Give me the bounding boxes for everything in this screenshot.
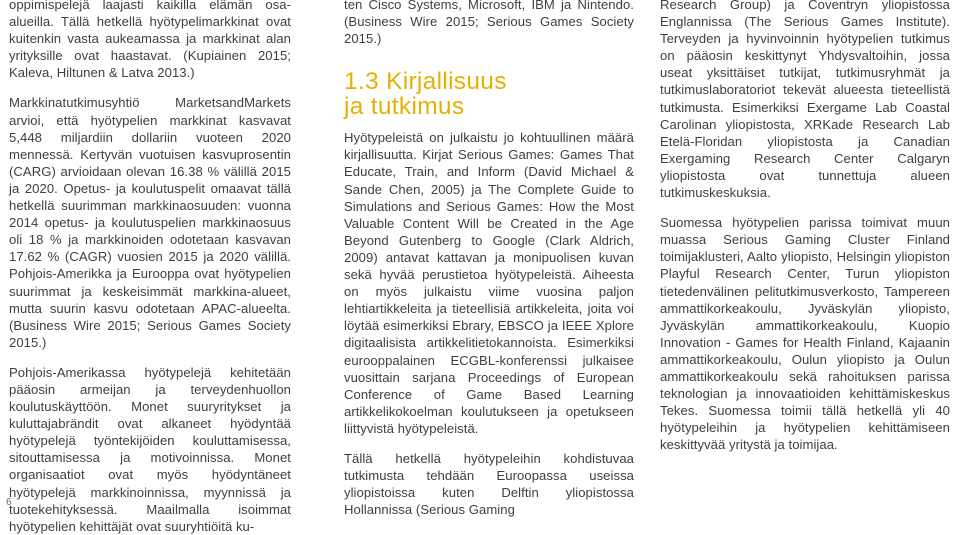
- section-heading-line-2: ja tutkimus: [344, 93, 465, 121]
- paragraph-market-forecast: Markkinatutkimusyhtiö MarketsandMarkets arvioi, että hyötypelien markkinat kasvavat 5,448 miljardiin dollariin vuoteen 2020 mennessä. Kertyvän vuotuisen kasvuprosentin (CARG) arvioidaan olevan 16.38 % välillä 2015 ja 2020. Opetus- ja koulutuspelit omaavat tällä hetkellä suurimman markkinaosuuden: vuonna 2014 opetus- ja koulutuspelien markkinaosuus oli 18 % ja markkinoiden odotetaan kasvavan 17.62 % (CAGR) vuosien 2015 ja 2020 välillä. Pohjois-Amerikka ja Eurooppa ovat hyötypelien suurimmat ja keskeisimmät markkina-alueet, mutta suurin kasvu odotetaan APAC-alueelta. (Business Wire 2015; Serious Games Society 2015.): [9, 95, 291, 350]
- paragraph-market-opening: oppimispelejä laajasti kaikilla elämän osa-alueilla. Tällä hetkellä hyötypelimarkkinat ovat kuitenkin vasta aukeamassa ja markkinat alan yrityksille ovat haastavat. (Kupiainen 2015; Kaleva, Hiltunen & Latva 2013.): [9, 0, 291, 81]
- paragraph-literature: Hyötypeleistä on julkaistu jo kohtuullinen määrä kirjallisuutta. Kirjat Serious Games: Games That Educate, Train, and Inform (David Michael & Sande Chen, 2005) ja The Complete Guide to Simulations and Serious Games: How the Most Valuable Content Will be Created in the Age Beyond Gutenberg to Google (Clark Aldrich, 2009) antavat kattavan ja monipuolisen kuvan sekä hyvää perustietoa hyötypeleistä. Aiheesta on myös julkaistu viime vuosina paljon lehtiartikkeleita ja tieteellisiä artikkeleita, joita voi löytää esimerkiksi Ebrary, EBSCO ja IEEE Xplore digitaalisista artikkelitietokannoista. Esimerkiksi eurooppalainen ECGBL-konferenssi julkaisee vuosittain sarjana Proceedings of European Conference of Game Based Learning artikkelikokoelman koulutukseen ja opetukseen liittyvistä hyötypeleistä.: [344, 130, 634, 436]
- page-number: 6: [6, 497, 12, 508]
- text-column-3: [660, 0, 950, 453]
- section-heading-line-1: 1.3 Kirjallisuus: [344, 68, 507, 96]
- paragraph-research-europe: Tällä hetkellä hyötypeleihin kohdistuvaa tutkimusta tehdään Euroopassa useissa yliopistoissa kuten Delftin yliopistossa Hollannissa (Serious Gaming: [344, 450, 634, 518]
- section-heading: [344, 69, 634, 119]
- paragraph-north-america: Pohjois-Amerikassa hyötypelejä kehitetään pääosin armeijan ja terveydenhuollon koulutuskäyttöön. Monet suuryritykset ja kuluttajabrändit ovat alkaneet hyödyntää hyötypelejä työntekijöiden kouluttamisessa, sitouttamisessa ja motivoinnissa. Monet organisaatiot ovat myös hyödyntäneet hyötypelejä markkinoinnissa, myynnissä ja tuotekehityksessä. Maailmalla isoimmat hyötypelien kehittäjät ovat suuryhtiöitä ku-: [9, 364, 291, 534]
- text-column-1: [9, 0, 291, 535]
- paragraph-research-usa: Research Group) ja Coventryn yliopistossa Englannissa (The Serious Games Institute). Terveyden ja hyvinvoinnin hyötypelien tutkimus on pääosin keskittynyt Yhdysvaltoihin, jossa useat yksittäiset tutkijat, tutkimusryhmät ja tutkimuslaboratoriot tekevät alueesta tieteellistä tutkimusta. Esimerkiksi Exergame Lab Coastal Carolinan yliopistosta, XRKade Research Lab Etelä-Floridan yliopistosta ja Canadian Exergaming Research Center Calgaryn yliopistosta ovat tunnettuja alueen tutkimuskeskuksia.: [660, 0, 950, 201]
- text-column-2: [344, 0, 634, 518]
- paragraph-large-companies: ten Cisco Systems, Microsoft, IBM ja Nintendo. (Business Wire 2015; Serious Games Society 2015.): [344, 0, 634, 47]
- paragraph-finland: Suomessa hyötypelien parissa toimivat muun muassa Serious Gaming Cluster Finland toimijaklusteri, Aalto yliopisto, Helsingin yliopiston Playful Research Center, Turun yliopiston tietedenvälinen pelitutkimusverkosto, Tampereen ammattikorkeakoulu, Jyväskylän yliopisto, Jyväskylän ammattikorkeakoulu, Kuopio Innovation - Games for Health Finland, Kajaanin ammattikorkeakoulu, Oulun yliopisto ja Oulun ammattikorkeakoulu sekä rahoituksen parissa teknologian ja innovaatioiden kehittämiskeskus Tekes. Suomessa toimii tällä hetkellä yli 40 hyötypeleihin ja hyötypelien kehittämiseen keskittyvää yritystä ja toimijaa.: [660, 215, 950, 453]
